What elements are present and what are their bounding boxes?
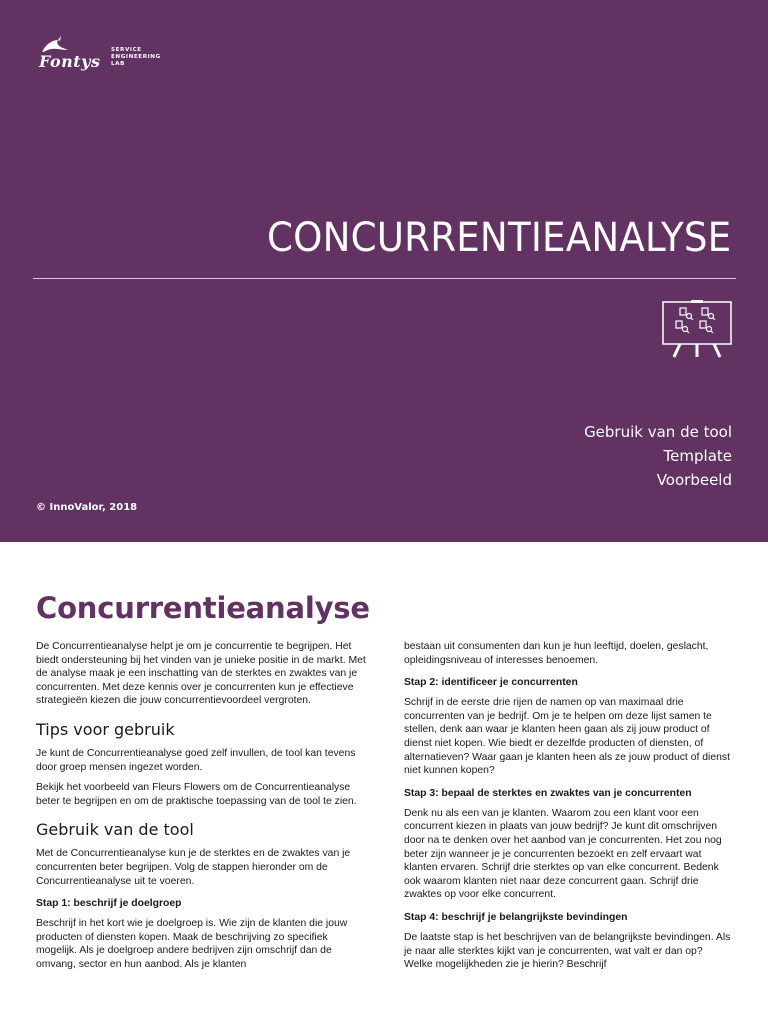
cover-title: CONCURRENTIEANALYSE xyxy=(266,215,731,261)
step4-heading: Stap 4: beschrijf je belangrijkste bevindingen xyxy=(404,911,628,923)
logo-subtitle-line: SERVICE xyxy=(111,47,142,53)
left-column xyxy=(36,640,366,979)
copyright-notice: © InnoValor, 2018 xyxy=(36,502,138,513)
step1-paragraph: Beschrijf in het kort wie je doelgroep is. Wie zijn de klanten die jouw producten of diensten kopen. Maak de beschrijving zo specifiek mogelijk. Als je doelgroep andere bedrijven zijn omschrijf dan de omvang, sector en hun aanbod. Als je klanten xyxy=(36,918,348,970)
document-title: Concurrentieanalyse xyxy=(36,591,370,625)
intro-paragraph: De Concurrentieanalyse helpt je om je concurrentie te begrijpen. Het biedt ondersteuning bij het vinden van je unieke positie in de markt. Met de analyse maak je een inschatting van de sterktes en zwaktes van je concurrenten. Met deze kennis over je concurrenten kun je effectieve strategieën kiezen die jouw concurrentievoordeel vergroten. xyxy=(36,641,366,707)
tips-heading: Tips voor gebruik xyxy=(36,719,175,739)
cover-navigation xyxy=(584,420,732,492)
tips-paragraph-1: Je kunt de Concurrentieanalyse goed zelf invullen, de tool kan tevens door groep mensen ingezet worden. xyxy=(36,747,356,773)
step2-heading: Stap 2: identificeer je concurrenten xyxy=(404,677,578,689)
tips-paragraph-2: Bekijk het voorbeeld van Fleurs Flowers om de Concurrentieanalyse beter te begrijpen en om de praktische toepassing van de tool te zien. xyxy=(36,782,357,807)
presentation-board-icon xyxy=(662,300,732,358)
step2-paragraph: Schrijf in de eerste drie rijen de namen op van maximaal drie concurrenten van je bedrijf. Om je te helpen om deze lijst samen te stellen, denk aan waar je klanten heen gaan als zij jouw product of dienst niet kopen. Wie biedt er dezelfde producten of diensten, of alternatieven? Waar gaan je klanten heen als ze jouw product of dienst niet kunnen kopen? xyxy=(404,697,730,777)
step3-heading: Stap 3: bepaal de sterktes en zwaktes van je concurrenten xyxy=(404,787,692,799)
usage-heading: Gebruik van de tool xyxy=(36,820,194,840)
link-example[interactable]: Voorbeeld xyxy=(656,471,732,489)
link-usage[interactable]: Gebruik van de tool xyxy=(584,423,732,441)
step3-paragraph: Denk nu als een van je klanten. Waarom zou een klant voor een concurrent kiezen in plaats van jouw bedrijf? Je kunt dit omschrijven door na te denken over het aanbod van je concurrenten. Het zou nog beter zijn wanneer je je concurrenten bezoekt en zelf ervaart wat klanten ervaren. Schrijf drie sterktes op van elke concurrent. Bedenk ook waarom klanten niet naar deze concurrent gaan. Schrijf drie zwaktes op voor elke concurrent. xyxy=(404,807,722,901)
logo-subtitle-line: LAB xyxy=(111,61,125,67)
link-template[interactable]: Template xyxy=(663,447,732,465)
logo-subtitle-line: ENGINEERING xyxy=(111,54,161,60)
step1-continued-paragraph: bestaan uit consumenten dan kun je hun leeftijd, doelen, geslacht, opleidingsniveau of interesses benoemen. xyxy=(404,641,709,666)
step4-paragraph: De laatste stap is het beschrijven van de belangrijkste bevindingen. Als je naar alle sterktes kijkt van je concurrenten, wat valt er dan op? Welke mogelijkheden zie je hierin? Beschrijf xyxy=(404,931,731,971)
usage-paragraph: Met de Concurrentieanalyse kun je de sterktes en de zwaktes van je concurrenten beter begrijpen. Volg de stappen hieronder om de Concurrentieanalyse uit te voeren. xyxy=(36,848,351,887)
cover-divider xyxy=(33,278,736,279)
logo-wordmark: Fontys xyxy=(39,52,101,71)
logo-subtitle xyxy=(111,47,171,68)
right-column xyxy=(404,640,734,979)
step1-heading: Stap 1: beschrijf je doelgroep xyxy=(36,898,182,910)
